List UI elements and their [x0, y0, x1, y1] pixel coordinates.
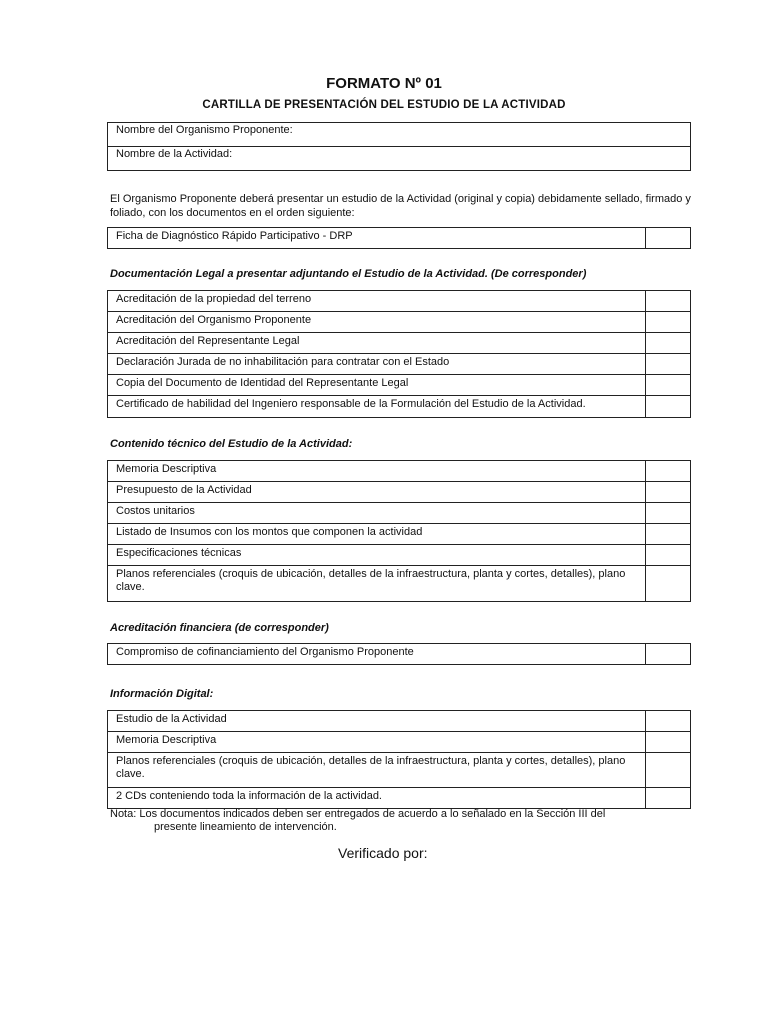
checklist-checkbox[interactable] [646, 333, 691, 354]
organismo-field[interactable]: Nombre del Organismo Proponente: [108, 123, 691, 147]
checklist-checkbox[interactable] [646, 396, 691, 418]
drp-table [107, 227, 691, 249]
checklist-checkbox[interactable] [646, 312, 691, 333]
nota-line-2: presente lineamiento de intervención. [154, 821, 337, 833]
checklist-item-label: Acreditación del Representante Legal [108, 333, 646, 354]
checklist-checkbox[interactable] [646, 354, 691, 375]
checklist-item-label: Compromiso de cofinanciamiento del Organismo Proponente [108, 644, 646, 665]
checklist-item-label: Presupuesto de la Actividad [108, 482, 646, 503]
legal-section-title: Documentación Legal a presentar adjuntando el Estudio de la Actividad. (De corresponder) [110, 268, 587, 280]
drp-item-label: Ficha de Diagnóstico Rápido Participativo - DRP [108, 228, 646, 249]
digital-section-title: Información Digital: [110, 688, 214, 700]
checklist-checkbox[interactable] [646, 753, 691, 788]
checklist-item-label: 2 CDs conteniendo toda la información de la actividad. [108, 788, 646, 809]
checklist-checkbox[interactable] [646, 732, 691, 753]
header-fields-table [107, 122, 691, 171]
legal-table [107, 290, 691, 418]
checklist-checkbox[interactable] [646, 291, 691, 312]
checklist-checkbox[interactable] [646, 788, 691, 809]
checklist-item-label: Copia del Documento de Identidad del Representante Legal [108, 375, 646, 396]
tecnico-section-title: Contenido técnico del Estudio de la Actividad: [110, 438, 353, 450]
actividad-field[interactable]: Nombre de la Actividad: [108, 147, 691, 171]
verificado-label: Verificado por: [338, 845, 428, 861]
checklist-checkbox[interactable] [646, 545, 691, 566]
checklist-item-label: Declaración Jurada de no inhabilitación para contratar con el Estado [108, 354, 646, 375]
intro-paragraph: El Organismo Proponente deberá presentar un estudio de la Actividad (original y copia) debidamente sellado, firmado y foliado, con los documentos en el orden siguiente: [110, 193, 691, 219]
nota-line-1: Nota: Los documentos indicados deben ser entregados de acuerdo a lo señalado en la Sección III del [110, 808, 606, 820]
checklist-checkbox[interactable] [646, 524, 691, 545]
page-title: FORMATO Nº 01 [326, 75, 442, 92]
checklist-checkbox[interactable] [646, 503, 691, 524]
checklist-checkbox[interactable] [646, 644, 691, 665]
checklist-item-label: Estudio de la Actividad [108, 711, 646, 732]
checklist-checkbox[interactable] [646, 566, 691, 602]
checklist-item-label: Planos referenciales (croquis de ubicación, detalles de la infraestructura, planta y cortes, detalles), plano clave. [108, 566, 646, 602]
checklist-item-label: Costos unitarios [108, 503, 646, 524]
nota-text [110, 808, 670, 834]
page-subtitle: CARTILLA DE PRESENTACIÓN DEL ESTUDIO DE LA ACTIVIDAD [202, 99, 566, 111]
checklist-item-label: Listado de Insumos con los montos que componen la actividad [108, 524, 646, 545]
digital-table [107, 710, 691, 809]
checklist-item-label: Acreditación de la propiedad del terreno [108, 291, 646, 312]
checklist-checkbox[interactable] [646, 375, 691, 396]
checklist-checkbox[interactable] [646, 461, 691, 482]
checklist-checkbox[interactable] [646, 482, 691, 503]
financiera-table [107, 643, 691, 665]
drp-checkbox[interactable] [646, 228, 691, 249]
checklist-item-label: Memoria Descriptiva [108, 461, 646, 482]
checklist-item-label: Acreditación del Organismo Proponente [108, 312, 646, 333]
checklist-item-label: Memoria Descriptiva [108, 732, 646, 753]
checklist-item-label: Planos referenciales (croquis de ubicación, detalles de la infraestructura, planta y cortes, detalles), plano clave. [108, 753, 646, 788]
checklist-checkbox[interactable] [646, 711, 691, 732]
checklist-item-label: Certificado de habilidad del Ingeniero responsable de la Formulación del Estudio de la Actividad. [108, 396, 646, 418]
checklist-item-label: Especificaciones técnicas [108, 545, 646, 566]
tecnico-table [107, 460, 691, 602]
financiera-section-title: Acreditación financiera (de corresponder) [110, 622, 329, 634]
